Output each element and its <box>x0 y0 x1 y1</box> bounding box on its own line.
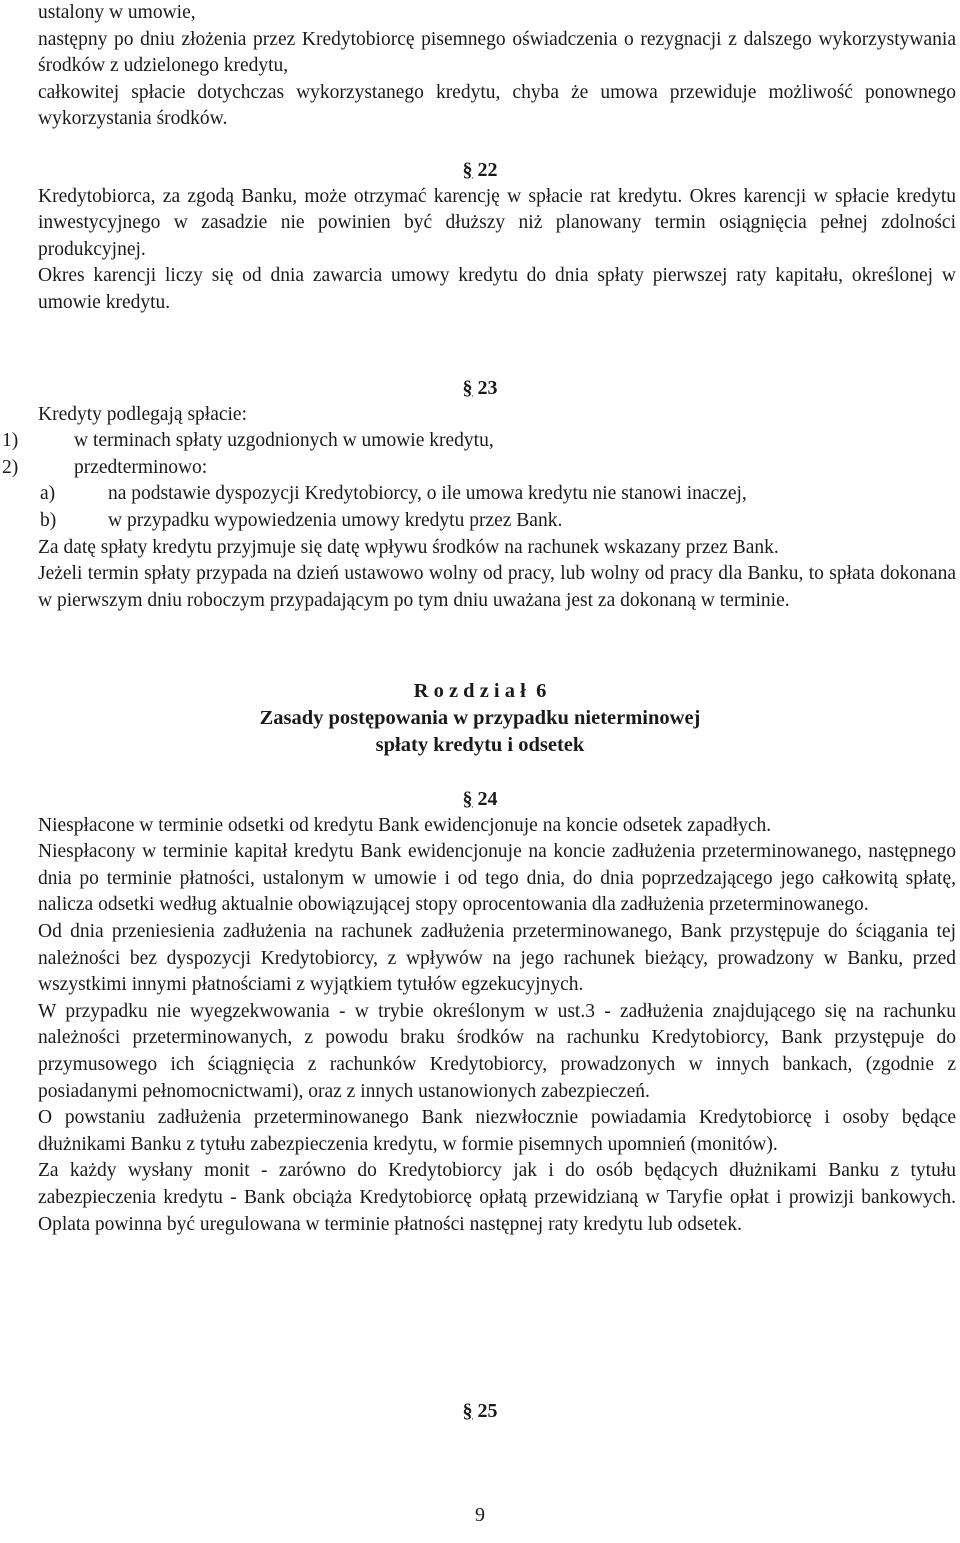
paragraph-item <box>1 402 956 429</box>
sub-item-number: 2) <box>2 456 19 478</box>
item-text: Kredytobiorca, za zgodą Banku, może otrzymać karencję w spłacie rat kredytu. Okres karencji w spłacie kredytu inwestycyjnego w zasadzie nie powinien być dłuższy niż planowany termin osiągnięcia pełnej zdolności produkcyjnej. <box>38 185 956 260</box>
list-text: całkowitej spłacie dotychczas wykorzystanego kredytu, chyba że umowa przewiduje możliwość ponownego wykorzystania środków. <box>38 81 956 130</box>
paragraph-item <box>1 839 956 919</box>
sub-sub-item <box>40 508 956 535</box>
sub-item-number: 1) <box>2 430 19 452</box>
item-text: Niespłacony w terminie kapitał kredytu Bank ewidencjonuje na koncie zadłużenia przeterminowanego, następnego dnia po terminie płatności, ustalonym w umowie i od tego dnia, do dnia poprzedzającego jego całkowitą spłatę, nalicza odsetki według aktualnie obowiązującej stopy oprocentowania dla zadłużenia przeterminowanego. <box>38 841 956 916</box>
sub-item <box>2 428 956 455</box>
sub-sub-item-text: na podstawie dyspozycji Kredytobiorcy, o ile umowa kredytu nie stanowi inaczej, <box>108 483 747 505</box>
item-text: Za każdy wysłany monit - zarówno do Kredytobiorcy jak i do osób będących dłużnikami Banku z tytułu zabezpieczenia kredytu - Bank obciąża Kredytobiorcę opłatą przewidzianą w Taryfie opłat i prowizji bankowych. Oplata powinna być uregulowana w terminie płatności następnej raty kredytu lub odsetek. <box>38 1160 956 1235</box>
item-text: Kredyty podlegają spłacie: <box>38 403 248 425</box>
list-item <box>1 0 956 27</box>
item-text: Jeżeli termin spłaty przypada na dzień ustawowo wolny od pracy, lub wolny od pracy dla Banku, to spłata dokonana w pierwszym dniu roboczym przypadającym po tym dniu uważana jest za dokonaną w terminie. <box>38 563 956 611</box>
chapter-title-line-2: spłaty kredytu i odsetek <box>375 734 585 756</box>
item-text: Od dnia przeniesienia zadłużenia na rachunek zadłużenia przeterminowanego, Bank przystępuje do ściągania tej należności bez dyspozycji Kredytobiorcy, z wpływów na jego rachunek bieżący, prowadzony w Banku, przed wszystkimi innymi płatnościami z wyjątkiem tytułów egzekucyjnych. <box>38 920 956 996</box>
item-text: W przypadku nie wyegzekwowania - w trybie określonym w ust.3 - zadłużenia znajdującego się na rachunku należności przeterminowanych, z powodu braku środków na rachunku Kredytobiorcy, Bank przystępuje do przymusowego ich ściągnięcia z rachunków Kredytobiorcy, prowadzonych w innych bankach, (zgodnie z posiadanymi pełnomocnictwami), oraz z innych ustanowionych zabezpieczeń. <box>38 1000 956 1102</box>
section-heading-23: § 23 <box>462 377 498 399</box>
section-heading-25: § 25 <box>462 1400 498 1422</box>
section-heading-24: § 24 <box>462 788 498 810</box>
sub-item <box>2 455 956 482</box>
sub-item-text: przedterminowo: <box>74 456 208 478</box>
chapter-title-line-1: Zasady postępowania w przypadku nieterminowej <box>259 707 701 729</box>
page-number: 9 <box>475 1504 485 1526</box>
sub-sub-item <box>40 481 956 508</box>
section-heading-22: § 22 <box>462 159 498 181</box>
section-sign: § <box>462 1400 473 1422</box>
item-text: Za datę spłaty kredytu przyjmuje się datę wpływu środków na rachunek wskazany przez Bank. <box>38 536 779 558</box>
paragraph-item <box>1 561 956 614</box>
section-sign: § <box>462 377 473 399</box>
paragraph-item <box>1 999 956 1105</box>
paragraph-item <box>1 263 956 316</box>
item-text: Niespłacone w terminie odsetki od kredytu Bank ewidencjonuje na koncie odsetek zapadłych. <box>38 814 772 836</box>
sub-item-text: w terminach spłaty uzgodnionych w umowie kredytu, <box>74 430 494 452</box>
section-sign: § <box>462 788 473 810</box>
sub-sub-item-letter: b) <box>40 509 57 531</box>
paragraph-item <box>1 535 956 562</box>
sub-sub-item-letter: a) <box>40 483 56 505</box>
paragraph-item <box>1 813 956 840</box>
section-sign: § <box>462 159 473 181</box>
chapter-heading <box>0 678 960 759</box>
list-text: następny po dniu złożenia przez Kredytobiorcę pisemnego oświadczenia o rezygnacji z dalszego wykorzystywania środków z udzielonego kredytu, <box>38 28 956 77</box>
paragraph-item <box>1 184 956 264</box>
chapter-label: R o z d z i a ł 6 <box>413 680 547 702</box>
list-item <box>1 27 956 80</box>
paragraph-item <box>1 919 956 999</box>
paragraph-item <box>1 1105 956 1158</box>
item-text: Okres karencji liczy się od dnia zawarcia umowy kredytu do dnia spłaty pierwszej raty kapitału, określonej w umowie kredytu. <box>38 265 956 313</box>
item-text: O powstaniu zadłużenia przeterminowanego Bank niezwłocznie powiadamia Kredytobiorcę i osoby będące dłużnikami Banku z tytułu zabezpieczenia kredytu, w formie pisemnych upomnień (monitów). <box>38 1107 956 1155</box>
list-text: ustalony w umowie, <box>38 2 196 23</box>
paragraph-item <box>1 1158 956 1238</box>
sub-sub-item-text: w przypadku wypowiedzenia umowy kredytu przez Bank. <box>108 509 563 531</box>
list-item <box>1 80 956 133</box>
